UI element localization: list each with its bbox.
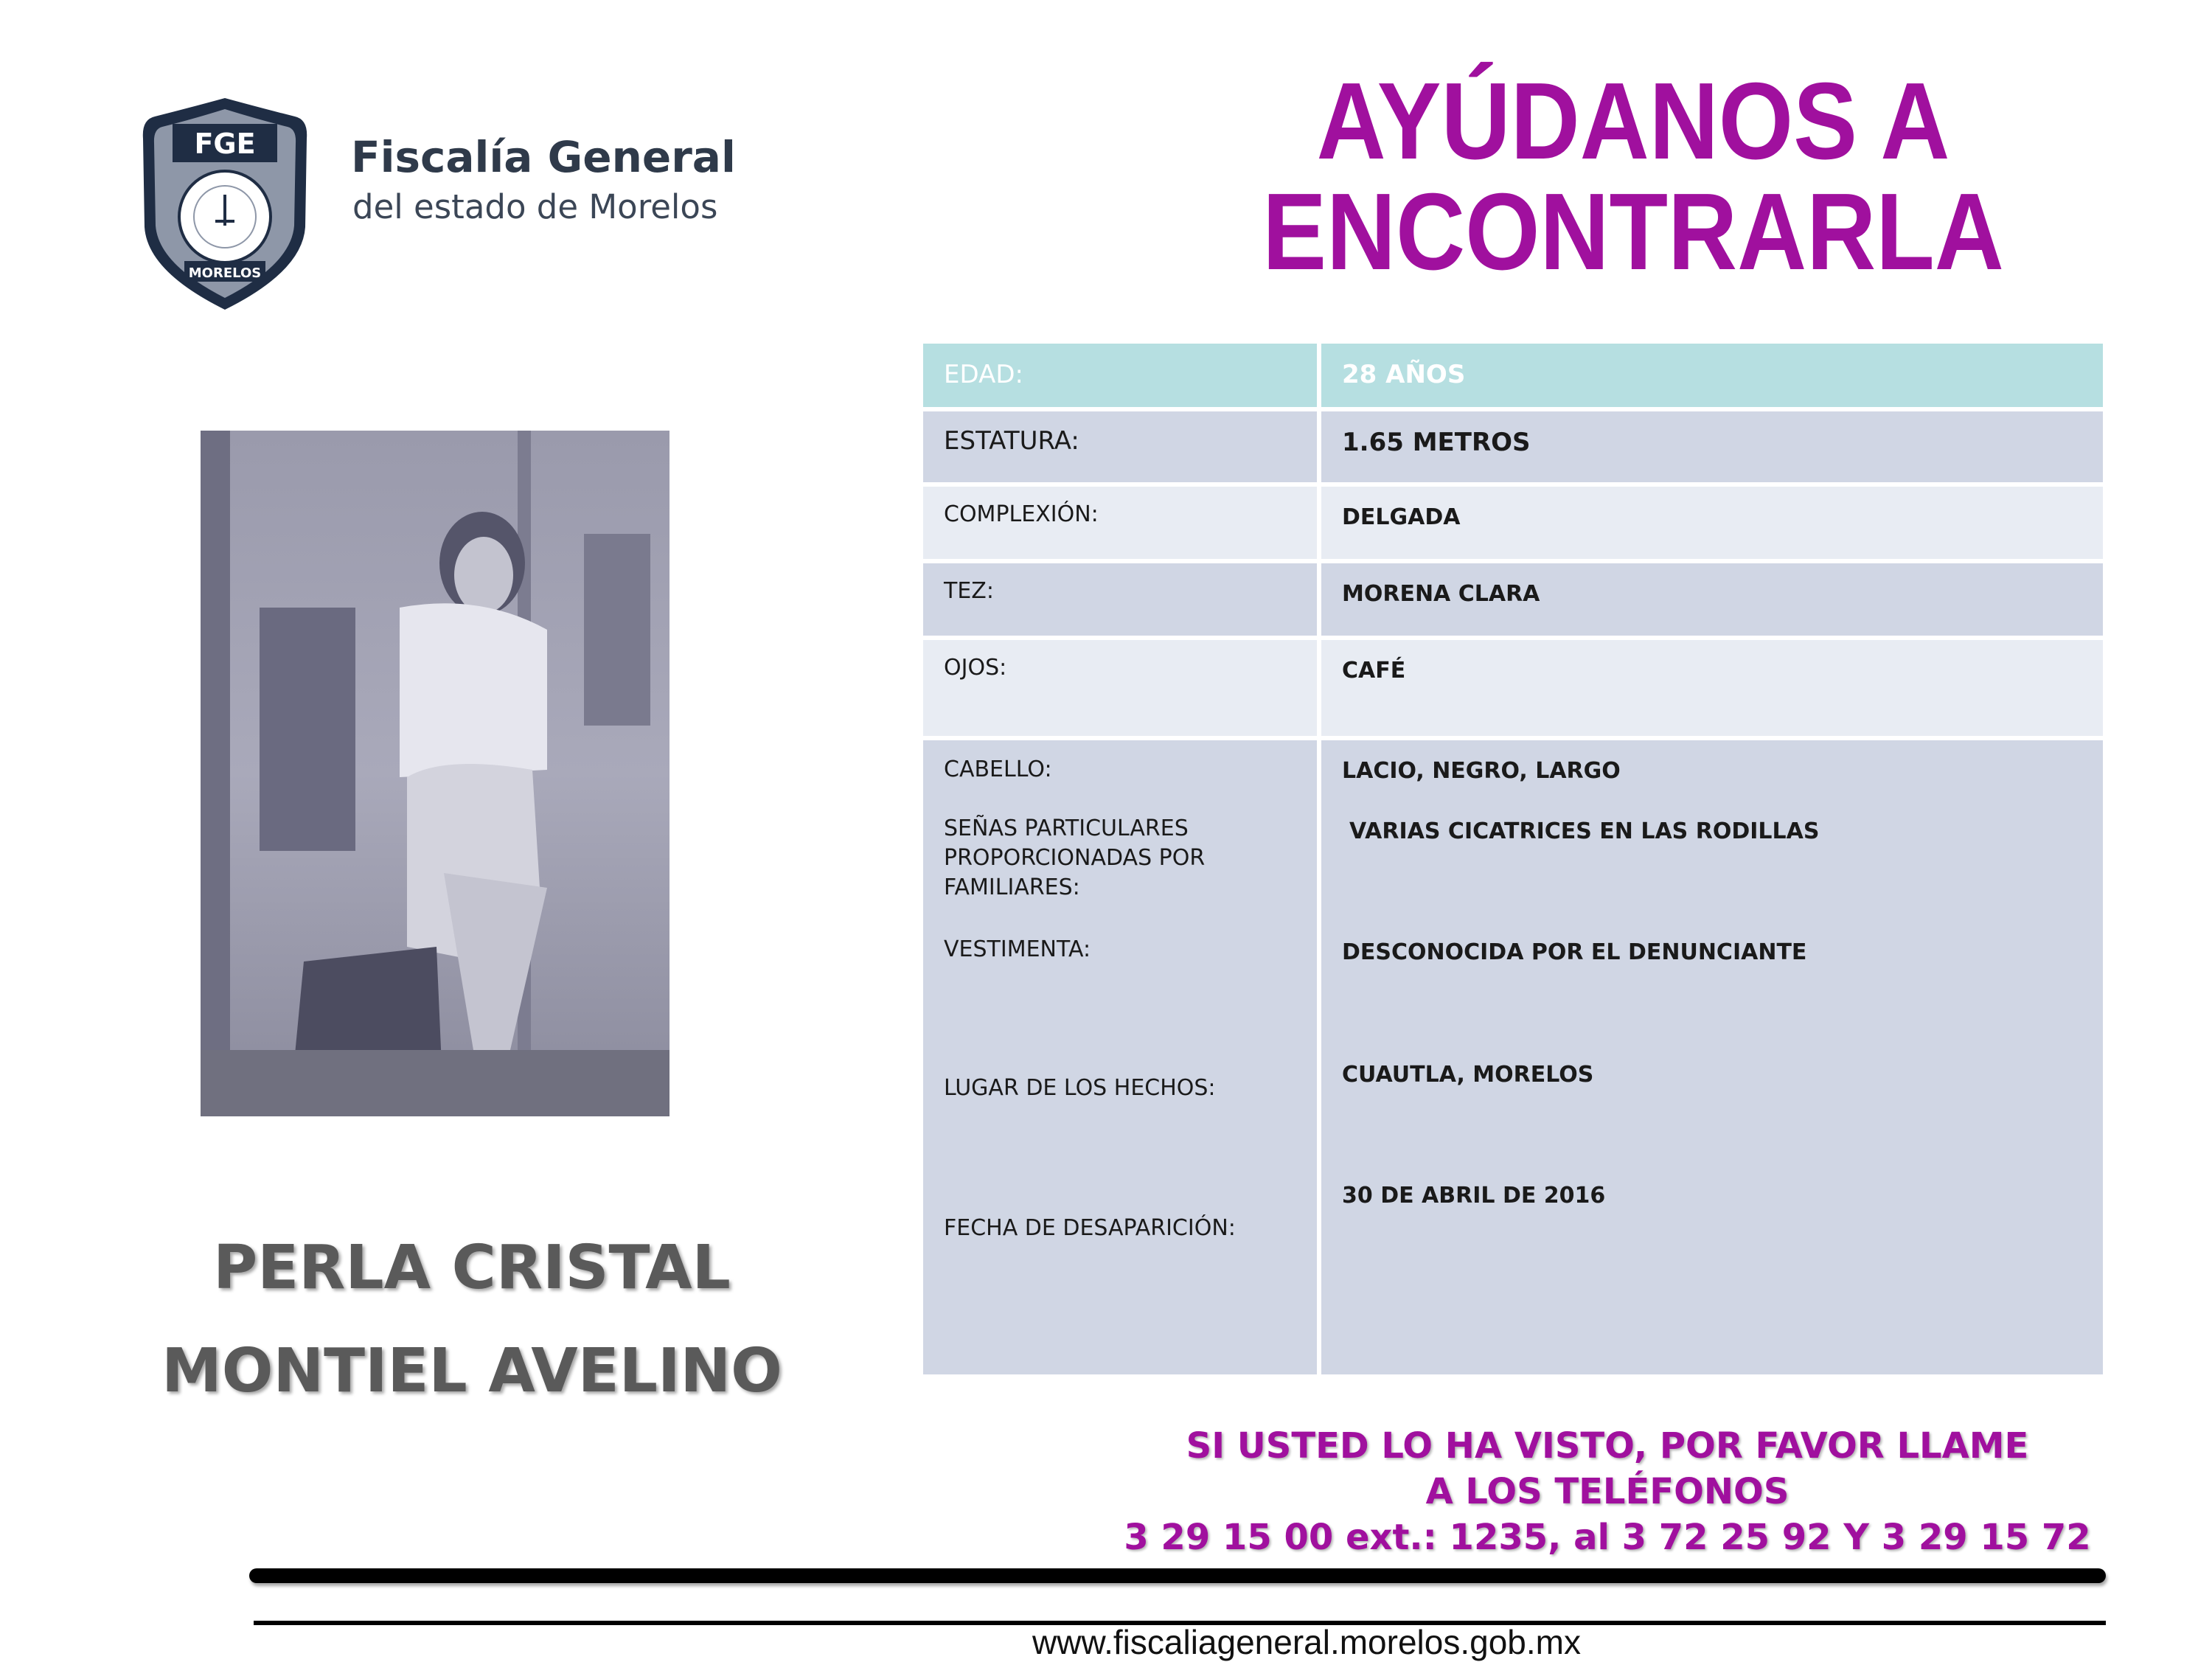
- headline-line-2: ENCONTRARLA: [1262, 171, 2004, 293]
- complexion-label: COMPLEXIÓN:: [923, 487, 1321, 559]
- row-details-block: [923, 740, 2103, 1374]
- row-estatura: [923, 411, 2103, 487]
- cabello-value: LACIO, NEGRO, LARGO: [1342, 758, 1621, 784]
- fecha-value: 30 DE ABRIL DE 2016: [1342, 1183, 1606, 1209]
- fge-badge-logo: [140, 94, 310, 313]
- estatura-value: 1.65 METROS: [1342, 428, 1531, 457]
- senas-label-2: PROPORCIONADAS POR: [944, 845, 1206, 871]
- logo-text-top: FGE: [194, 128, 256, 160]
- divider-thick: [249, 1568, 2106, 1583]
- row-tez: [923, 563, 2103, 640]
- org-name: Fiscalía General: [351, 132, 736, 182]
- headline: [1234, 60, 2032, 293]
- website-link[interactable]: www.fiscaliageneral.morelos.gob.mx: [1032, 1623, 1581, 1661]
- missing-person-photo: [201, 431, 669, 1116]
- cta-phones: 3 29 15 00 ext.: 1235, al 3 72 25 92 Y 3 29 15 72: [1124, 1517, 2091, 1558]
- details-table: [923, 344, 2103, 1374]
- name-line-2: MONTIEL AVELINO: [161, 1336, 782, 1406]
- cta-line-2: A LOS TELÉFONOS: [1425, 1471, 1790, 1512]
- details-block-values: [1321, 740, 2103, 1374]
- lugar-value: CUAUTLA, MORELOS: [1342, 1062, 1594, 1088]
- vestimenta-value: DESCONOCIDA POR EL DENUNCIANTE: [1342, 939, 1807, 965]
- row-ojos: [923, 640, 2103, 740]
- edad-value: 28 AÑOS: [1342, 360, 1466, 389]
- cta-line-1: SI USTED LO HA VISTO, POR FAVOR LLAME: [1186, 1425, 2029, 1467]
- senas-label-3: FAMILIARES:: [944, 875, 1080, 900]
- ojos-label: OJOS:: [923, 640, 1321, 736]
- tez-label: TEZ:: [923, 563, 1321, 636]
- org-subtitle: del estado de Morelos: [352, 187, 718, 226]
- cabello-label: CABELLO:: [944, 757, 1052, 782]
- ojos-value: CAFÉ: [1342, 658, 1406, 684]
- senas-value: VARIAS CICATRICES EN LAS RODILLAS: [1349, 818, 1820, 844]
- call-to-action: [1054, 1423, 2160, 1560]
- missing-person-name: [103, 1217, 841, 1423]
- details-block-labels: [923, 740, 1321, 1374]
- row-complexion: [923, 487, 2103, 563]
- complexion-value: DELGADA: [1342, 504, 1461, 530]
- headline-line-1: AYÚDANOS A: [1316, 60, 1950, 182]
- vestimenta-label: VESTIMENTA:: [944, 936, 1091, 962]
- edad-label: EDAD:: [923, 344, 1321, 407]
- lugar-label: LUGAR DE LOS HECHOS:: [944, 1075, 1216, 1101]
- estatura-label: ESTATURA:: [923, 411, 1321, 482]
- logo-text-bottom: MORELOS: [188, 265, 262, 281]
- senas-label-1: SEÑAS PARTICULARES: [944, 816, 1189, 841]
- row-edad: [923, 344, 2103, 411]
- tez-value: MORENA CLARA: [1342, 581, 1540, 607]
- name-line-1: PERLA CRISTAL: [213, 1233, 731, 1303]
- fecha-label: FECHA DE DESAPARICIÓN:: [944, 1215, 1236, 1241]
